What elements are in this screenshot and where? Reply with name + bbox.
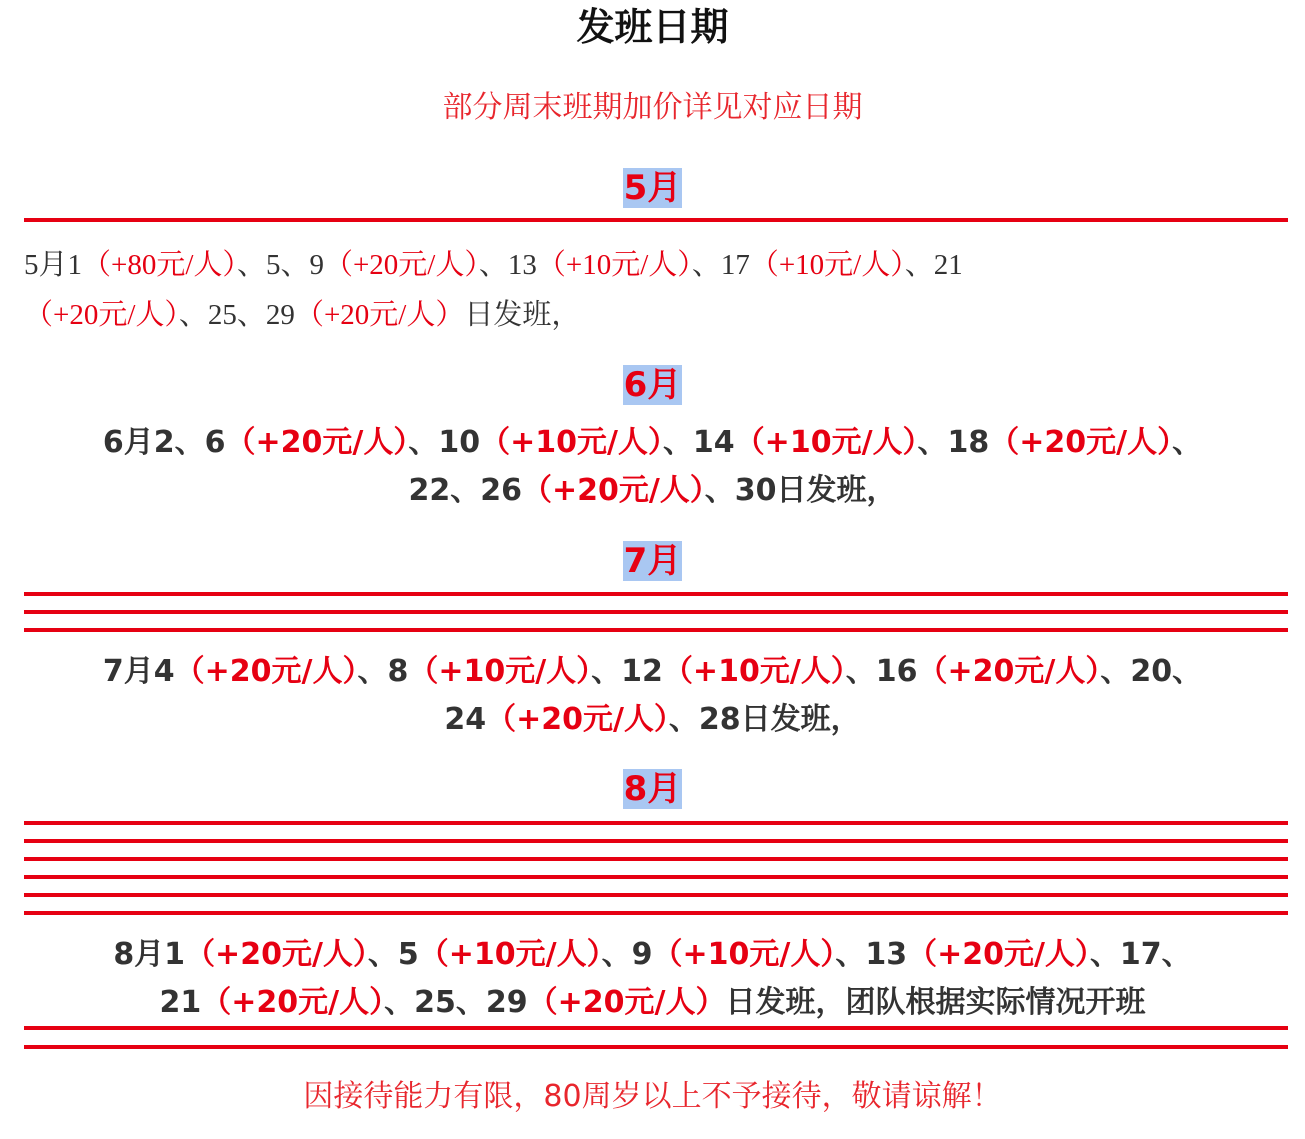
date-text: 、20、 [1100,654,1203,689]
divider [24,821,1288,825]
date-text: 、17 [691,249,750,281]
dates-line [0,931,1305,979]
surcharge-text: （+20元/人） [907,937,1090,972]
dates-line [0,648,1305,696]
divider [24,592,1288,596]
surcharge-text: （+20元/人） [521,473,705,508]
date-text: 21 [159,985,202,1020]
surcharge-text: （+20元/人） [917,654,1101,689]
date-text: 、25、29 [178,299,295,331]
dates-line [24,240,1288,290]
month-dates-may [24,240,1288,340]
date-text: 、13 [835,937,908,972]
surcharge-text: （+10元/人） [536,249,692,281]
date-text: 22、26 [408,473,522,508]
month-heading-may: 5月 [623,168,682,208]
footer-notice: 因接待能力有限，80周岁以上不予接待，敬请谅解！ [303,1079,1002,1114]
date-text: 、13 [478,249,537,281]
divider [24,628,1288,632]
date-text: 、30日发班， [704,473,897,508]
dates-line [0,696,1305,744]
surcharge-text: （+10元/人） [652,937,836,972]
date-text: 5月1 [24,249,83,281]
surcharge-text: （+10元/人） [734,425,918,460]
surcharge-text: （+10元/人） [418,937,602,972]
divider [24,1026,1288,1030]
date-text: 、9 [601,937,653,972]
date-text: 、8 [357,654,409,689]
surcharge-text: （+20元/人） [225,425,409,460]
surcharge-text: （+20元/人） [323,249,479,281]
divider [24,911,1288,915]
date-text: 、25、29 [384,985,528,1020]
date-text: 7月4 [102,654,175,689]
date-text: 24 [444,702,487,737]
surcharge-text: （+20元/人） [527,985,726,1020]
surcharge-text: （+10元/人） [749,249,905,281]
dates-line [24,290,1288,340]
divider [24,1045,1288,1049]
surcharge-text: （+10元/人） [408,654,592,689]
dates-line [0,419,1305,467]
date-text: 、5、9 [236,249,324,281]
month-heading-june: 6月 [623,365,682,405]
surcharge-text: （+10元/人） [662,654,846,689]
surcharge-text: （+20元/人） [24,299,179,331]
dates-line [0,467,1305,515]
surcharge-text: （+20元/人） [989,425,1173,460]
date-text: 、16 [845,654,918,689]
date-text: 8月1 [113,937,186,972]
date-text: 、12 [591,654,663,689]
dates-line [0,979,1305,1027]
month-heading-july: 7月 [623,541,682,581]
date-text: 、5 [367,937,419,972]
surcharge-text: （+20元/人） [201,985,385,1020]
surcharge-text: （+20元/人） [294,299,465,331]
date-text: 、21 [904,249,963,281]
month-heading-august: 8月 [623,769,682,809]
page-title: 发班日期 [576,5,729,49]
divider [24,839,1288,843]
date-text: 日发班，团队根据实际情况开班 [725,985,1146,1020]
surcharge-text: （+20元/人） [486,702,669,737]
month-dates-august [0,931,1305,1027]
divider [24,875,1288,879]
surcharge-text: （+20元/人） [185,937,368,972]
date-text: 日发班， [464,299,581,331]
divider [24,218,1288,222]
date-text: 、 [1172,425,1203,460]
page-subtitle: 部分周末班期加价详见对应日期 [442,90,863,125]
month-dates-july [0,648,1305,744]
date-text: 、17、 [1089,937,1192,972]
surcharge-text: （+80元/人） [82,249,237,281]
month-dates-june [0,419,1305,515]
date-text: 、14 [662,425,735,460]
divider [24,857,1288,861]
date-text: 、18 [917,425,990,460]
date-text: 、28日发班， [668,702,861,737]
divider [24,893,1288,897]
surcharge-text: （+10元/人） [480,425,663,460]
date-text: 6月2、6 [102,425,226,460]
date-text: 、10 [408,425,481,460]
surcharge-text: （+20元/人） [174,654,358,689]
divider [24,610,1288,614]
